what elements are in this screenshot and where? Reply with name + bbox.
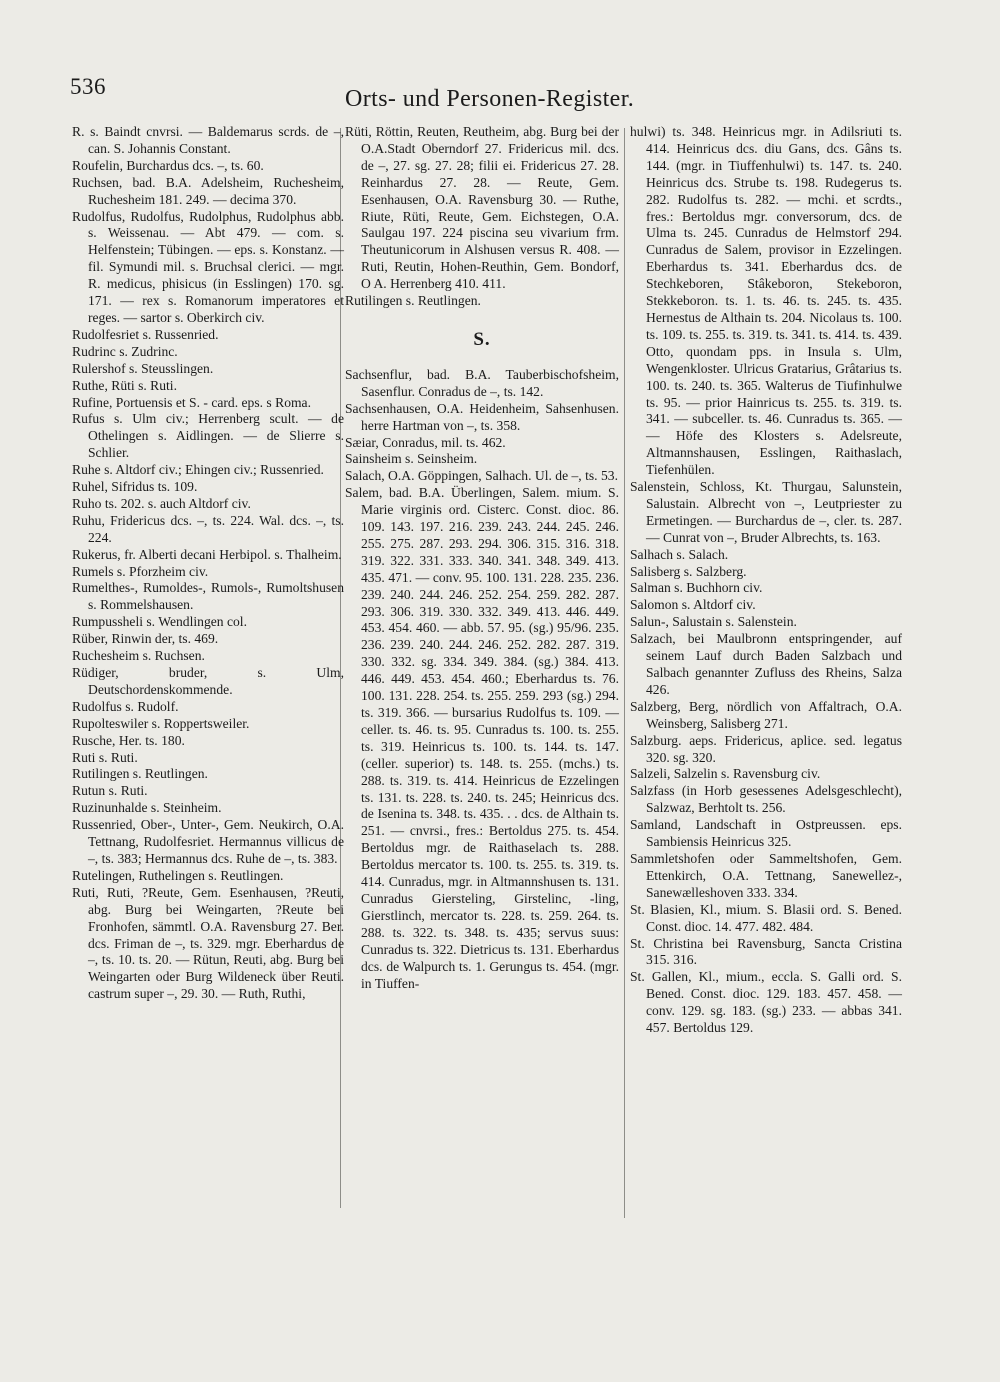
index-column-right bbox=[630, 124, 902, 1037]
index-entry: Salzach, bei Maulbronn entspringender, auf seinem Lauf durch Baden Salzbach und Salbach genannter Zufluss des Rheins, Salza 426. bbox=[630, 631, 902, 697]
index-column-left bbox=[72, 124, 344, 1003]
index-entry: Rudolfesriet s. Russenried. bbox=[72, 326, 219, 342]
index-entry: Salzburg. aeps. Fridericus, aplice. sed. legatus 320. sg. 320. bbox=[630, 732, 902, 765]
index-entry: Salzeli, Salzelin s. Ravensburg civ. bbox=[630, 766, 821, 782]
index-entry: Rulershof s. Steusslingen. bbox=[72, 360, 214, 376]
index-entry: Salhach s. Salach. bbox=[630, 546, 729, 562]
index-entry: Sainsheim s. Seinsheim. bbox=[345, 451, 478, 467]
column-divider-2 bbox=[624, 128, 625, 1218]
index-entry: Salenstein, Schloss, Kt. Thurgau, Salunstein, Salustain. Albrecht von –, Leutpriester zu Ermetingen. — Burchardus de –, cler. ts. 287. — Cunrat von –, Bruder Albrechts, ts. 163. bbox=[630, 479, 902, 545]
index-entry: Rupolteswiler s. Roppertsweiler. bbox=[72, 715, 250, 731]
index-entry: Rutelingen, Ruthelingen s. Reutlingen. bbox=[72, 867, 284, 883]
index-entry: Rumels s. Pforzheim civ. bbox=[72, 563, 209, 579]
index-entry: Rüdiger, bruder, s. Ulm, Deutschordenskommende. bbox=[72, 665, 344, 697]
index-entry: Salomon s. Altdorf civ. bbox=[630, 597, 756, 613]
index-entry: Salzfass (in Horb gesessenes Adelsgeschlecht), Salzwaz, Berhtolt ts. 256. bbox=[630, 783, 902, 816]
section-letter-heading: S. bbox=[473, 328, 491, 350]
index-entry: Rukerus, fr. Alberti decani Herbipol. s. Thalheim. bbox=[72, 546, 342, 562]
index-entry: Ruti s. Ruti. bbox=[72, 749, 138, 765]
index-entry: Rutilingen s. Reutlingen. bbox=[72, 766, 208, 782]
index-entry: Sachsenflur, bad. B.A. Tauberbischofsheim, Sasenflur. Conradus de –, ts. 142. bbox=[345, 366, 619, 399]
index-entry: Rüber, Rinwin der, ts. 469. bbox=[72, 631, 219, 647]
index-entry: Rumelthes-, Rumoldes-, Rumols-, Rumoltshusen s. Rommelshausen. bbox=[72, 580, 344, 613]
index-entry: Salem, bad. B.A. Überlingen, Salem. mium. S. Marie virginis ord. Cisterc. Const. dioc. 86. 109. 143. 197. 216. 239. 243. 244. 245. 246. 255. 275. 287. 293. 294. 306. 315. 316. 318. 319. 322. 331. 333. 340. 341. 348. 349. 413. 435. 471. — conv. 95. 100. 131. 228. 235. 236. 239. 240. 244. 246. 252. 254. 259. 282. 287. 293. 306. 319. 330. 332. 349. 413. 446. 449. 453. 454. 460. — abb. 57. 95. (sg.) 95/96. 235. 236. 239. 240. 244. 246. 252. 282. 287. 319. 330. 332. sg. 334. 349. 384. (sg.) 384. 413. 446. 449. 453. 454. 460.; Eberhardus ts. 76. 100. 131. 228. 254. ts. 255. 259. 293 (sg.) 294. ts. 319. 366. — bursarius Rudolfus ts. 109. — celler. ts. 46. ts. 95. Cunradus ts. 100. ts. 255. ts. 319. Heinricus ts. 100. ts. 144. ts. 147. (celler. superior) ts. 148. ts. 255. (mchs.) ts. 288. ts. 319. ts. 414. Heinricus de Ezzelingen ts. 131. ts. 228. ts. 240. ts. 245; Heinricus dcs. de Isenina ts. 348. ts. 435. . . dcs. de Althain ts. 251. — cnvrsi., fres.: Bertoldus 275. ts. 454. Bertoldus mgr. de Raithaselach ts. 288. Bertoldus mercator ts. 100. ts. 255. ts. 319. ts. 414. Cunradus, mgr. in Altmannshusen ts. 131. Cunradus Giersteling, Girstelinc, -ling, Gierstlinch, mercator ts. 228. ts. 259. 264. ts. 288. ts. 322. ts. 348. ts. 435; servus suus: Cunradus ts. 322. Dietricus ts. 131. Eberhardus dcs. de Walpurch ts. 1. Gerungus ts. 454. (mgr. in Tiuffen- bbox=[345, 485, 619, 991]
index-entry: Rüti, Röttin, Reuten, Reutheim, abg. Burg bei der O.A.Stadt Oberndorf 27. Fridericus mil. dcs. de –, 27. sg. 27. 28; filii ei. Fridericus 27. 28. Reinhardus 27. 28. — Reute, Gem. Esenhausen, O.A. Ravensburg 30. — Ruthe, Riute, Rüti, Reute, Gem. Eichstegen, O.A. Saulgau 197. 224 piscina seu vivarium frm. Theutunicorum in Alshusen versus R. 408. — Ruti, Reutin, Hohen-Reuthin, Gem. Bondorf, O A. Herrenberg 410. 411. bbox=[345, 124, 619, 292]
index-entry: Ruchesheim s. Ruchsen. bbox=[72, 648, 205, 664]
index-entry: Rudrinc s. Zudrinc. bbox=[72, 343, 178, 359]
index-entry: R. s. Baindt cnvrsi. — Baldemarus scrds. de –, can. S. Johannis Constant. bbox=[72, 124, 344, 156]
index-entry: Salach, O.A. Göppingen, Salhach. Ul. de –, ts. 53. bbox=[345, 468, 618, 484]
index-entry: Ruthe, Rüti s. Ruti. bbox=[72, 377, 177, 393]
index-entry: St. Christina bei Ravensburg, Sancta Cristina 315. 316. bbox=[630, 935, 902, 968]
index-entry: Salman s. Buchhorn civ. bbox=[630, 580, 763, 596]
index-entry: Samland, Landschaft in Ostpreussen. eps. Sambiensis Heinricus 325. bbox=[630, 817, 902, 850]
index-entry: Rusche, Her. ts. 180. bbox=[72, 732, 185, 748]
index-entry: Ruho ts. 202. s. auch Altdorf civ. bbox=[72, 495, 251, 511]
index-entry: Salzberg, Berg, nördlich von Affaltrach, O.A. Weinsberg, Salisberg 271. bbox=[630, 698, 902, 731]
index-entry: Ruhe s. Altdorf civ.; Ehingen civ.; Russenried. bbox=[72, 462, 324, 478]
index-entry: Sæiar, Conradus, mil. ts. 462. bbox=[345, 434, 506, 450]
index-entry: Rufus s. Ulm civ.; Herrenberg scult. — de Othelingen s. Aidlingen. — de Slierre s. Schlier. bbox=[72, 411, 344, 461]
index-entry: hulwi) ts. 348. Heinricus mgr. in Adilsriuti ts. 414. Heinricus dcs. diu Gans, dcs. Gâns ts. 144. (mgr. in Tiuffenhulwi) ts. 147. ts. 240. Heinricus dcs. Strube ts. 198. Rudegerus ts. 282. Rudolfus ts. 282. — mchi. et scrdts., fres.: Bertoldus mgr. conversorum, dcs. de Ulma ts. 245. Cunradus de Helmstorf 294. Cunradus de Salem, provisor in Ezzelingen. Eberhardus ts. 341. Eberhardus dcs. de Stechkeboren, Stâkeboron, Stekeboron, Stekkeboron. ts. 1. ts. 46. ts. 245. ts. 435. Hernestus de Althain ts. 204. Nicolaus ts. 100. ts. 109. ts. 255. ts. 319. ts. 341. ts. 414. ts. 439. Otto, quondam pps. in Insula s. Ulm, Wengenkloster. Ulricus Gratarius, Grâtarius ts. 100. ts. 240. ts. 365. Walterus de Tiufinhulwe ts. 95. — prior Hainricus ts. 255. ts. 319. ts. 341. — subceller. ts. 46. Cunradus ts. 365. — — Höfe des Klosters s. Adelsreute, Altmannshausen, Esslingen, Raithaslach, Tiefenhülen. bbox=[630, 124, 902, 478]
index-column-middle bbox=[345, 124, 619, 992]
running-title: Orts- und Personen-Register. bbox=[345, 86, 635, 112]
index-entry: Russenried, Ober-, Unter-, Gem. Neukirch, O.A. Tettnang, Rudolfesriet. Hermannus villicus de –, ts. 383; Hermannus dcs. Ruhe de –, ts. 383. bbox=[72, 817, 344, 866]
index-entry: Rufine, Portuensis et S. - card. eps. s Roma. bbox=[72, 394, 311, 410]
index-entry: Sammletshofen oder Sammeltshofen, Gem. Ettenkirch, O.A. Tettnang, Sanewellez-, Sanewælleshoven 333. 334. bbox=[630, 850, 902, 900]
index-entry: Roufelin, Burchardus dcs. –, ts. 60. bbox=[72, 157, 264, 173]
index-entry: Rutilingen s. Reutlingen. bbox=[345, 293, 481, 309]
index-entry: Salun-, Salustain s. Salenstein. bbox=[630, 614, 797, 630]
index-entry: St. Blasien, Kl., mium. S. Blasii ord. S. Bened. Const. dioc. 14. 477. 482. 484. bbox=[630, 901, 902, 934]
index-entry: Rudolfus, Rudolfus, Rudolphus, Rudolphus abb. s. Weissenau. — Abt 479. — com. s. Helfenstein; Tübingen. — eps. s. Konstanz. — fil. Symundi mil. s. Bruchsal clerici. — mgr. R. medicus, phisicus (in Esslingen) 170. sg. 171. — rex s. Romanorum imperatores et reges. — sartor s. Oberkirch civ. bbox=[72, 208, 344, 325]
index-entry: St. Gallen, Kl., mium., eccla. S. Galli ord. S. Bened. Const. dioc. 129. 183. 457. 458. — conv. 129. sg. 183. (sg.) 233. — abbas 341. 457. Bertoldus 129. bbox=[630, 969, 902, 1036]
index-entry: Sachsenhausen, O.A. Heidenheim, Sahsenhusen. herre Hartman von –, ts. 358. bbox=[345, 400, 619, 433]
index-entry: Ruchsen, bad. B.A. Adelsheim, Ruchesheim, Ruchesheim 181. 249. — decima 370. bbox=[72, 174, 344, 207]
index-entry: Rumpussheli s. Wendlingen col. bbox=[72, 614, 247, 630]
index-entry: Salisberg s. Salzberg. bbox=[630, 563, 747, 579]
index-entry: Ruzinunhalde s. Steinheim. bbox=[72, 800, 222, 816]
index-entry: Ruti, Ruti, ?Reute, Gem. Esenhausen, ?Reuti, abg. Burg bei Weingarten, ?Reute bei Fronhofen, sämmtl. O.A. Ravensburg 27. Ber. dcs. Friman de –, ts. 329. mgr. Eberhardus de –, ts. 10. ts. 20. — Rütun, Reuti, abg. Burg bei Weingarten oder Burg Wildeneck über Reuti. castrum super –, 29. 30. — Ruth, Ruthi, bbox=[72, 884, 344, 1002]
index-entry: Ruhel, Sifridus ts. 109. bbox=[72, 479, 198, 495]
index-entry: Rutun s. Ruti. bbox=[72, 783, 148, 799]
index-entry: Rudolfus s. Rudolf. bbox=[72, 698, 179, 714]
index-entry: Ruhu, Fridericus dcs. –, ts. 224. Wal. dcs. –, ts. 224. bbox=[72, 512, 344, 545]
page-number: 536 bbox=[70, 74, 106, 99]
